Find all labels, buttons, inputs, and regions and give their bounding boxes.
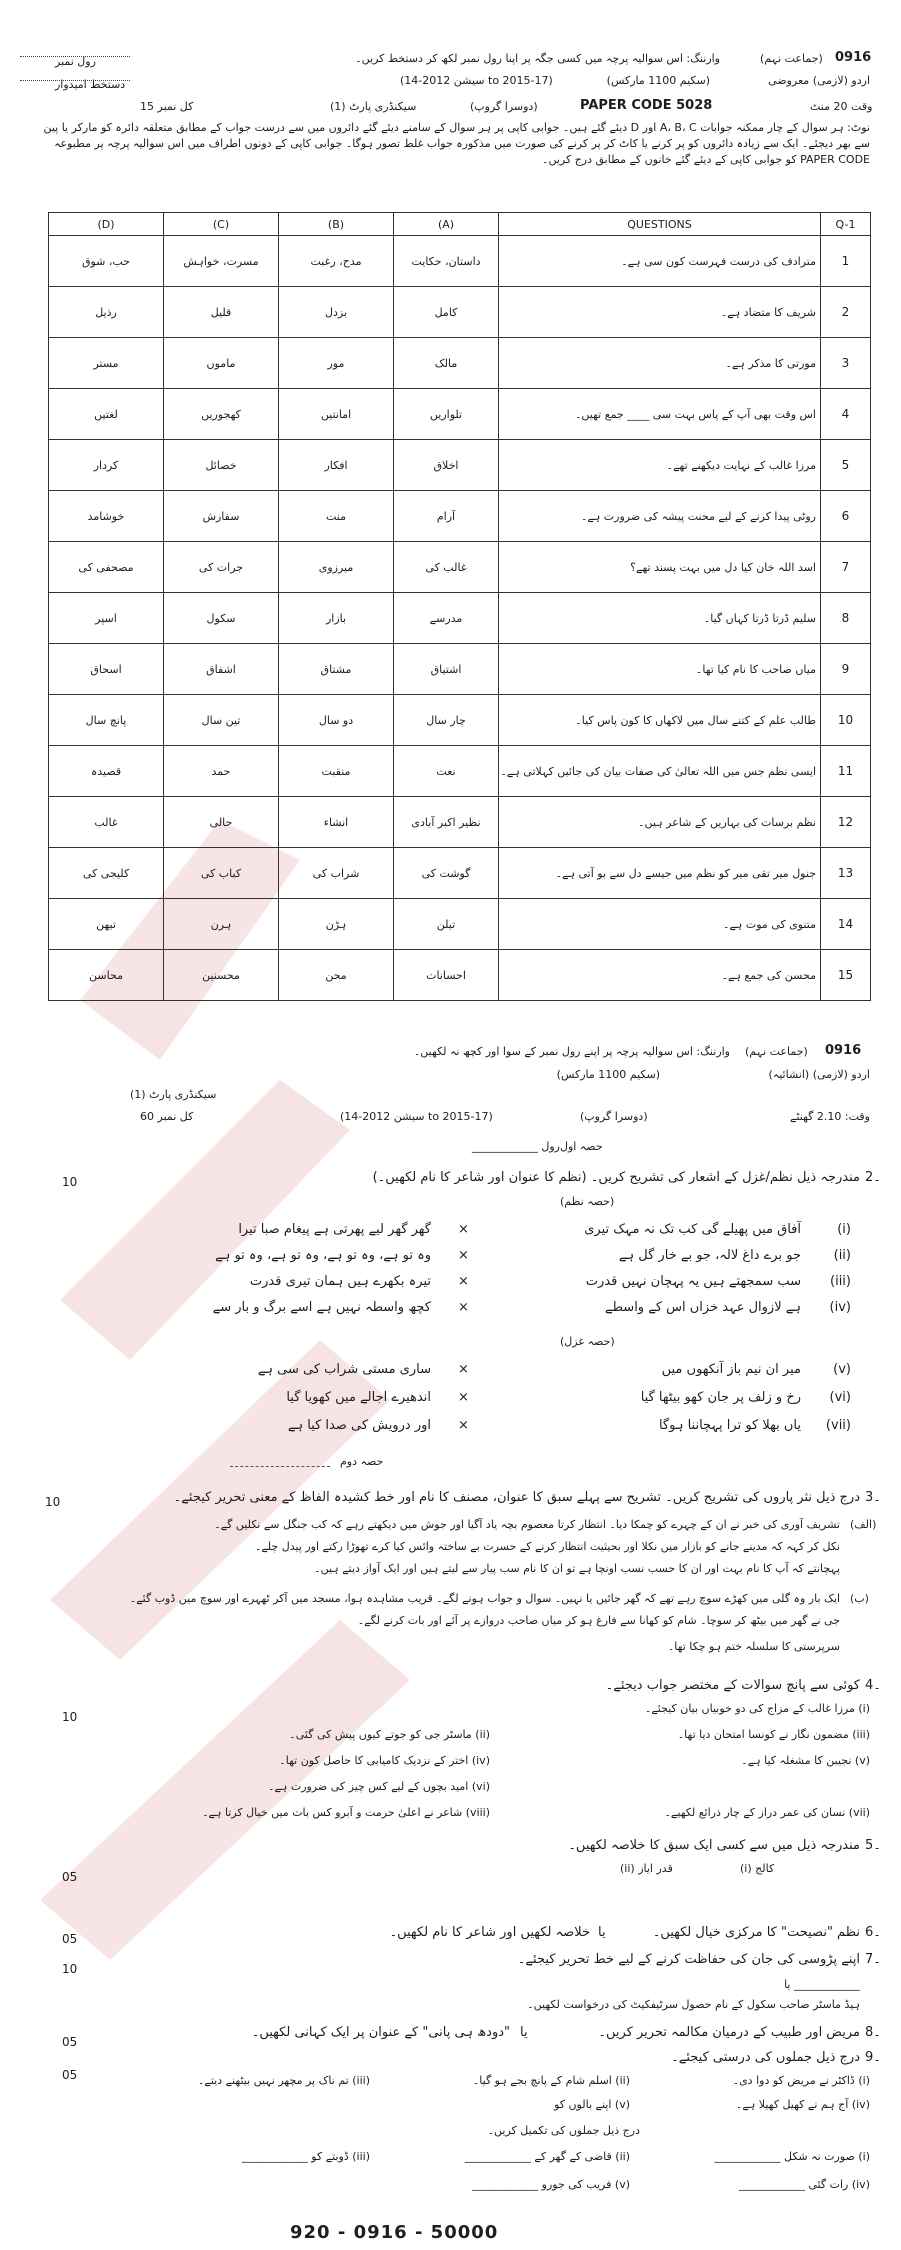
q3-b-line: جی نے گھر میں بیٹھ کر سوچا۔ شام کو کھانا سے فارغ ہو کر میاں صاحب دروازے پر آئے اور بات کرنے لگے۔: [357, 1614, 840, 1627]
separator-x: ×: [458, 1418, 469, 1433]
couplet-number: (iii): [830, 1274, 851, 1289]
header-a: (A): [394, 213, 499, 236]
item-text: نسان کی عمر دراز کے چار ذرائع لکھیے۔: [664, 1806, 846, 1819]
q9-item: [380, 2098, 630, 2111]
item-text: اسلم شام کے پانچ بجے ہو گیا۔: [472, 2074, 612, 2087]
item-number: (vii): [848, 1806, 870, 1819]
option-a: تیلن: [394, 899, 499, 950]
roll-number-label: رول نمبر: [55, 55, 96, 68]
q3-text: درج ذیل نثر پاروں کی تشریح کریں۔ تشریح سے پہلے سبق کا عنوان، مصنف کا نام اور خط کشیدہ الفاظ کے معنی تحریر کیجئے۔: [173, 1490, 860, 1505]
couplet-line-2: اندھیرے اجالے میں کھویا گیا: [286, 1390, 431, 1405]
q6-alt-text: خلاصہ لکھیں اور شاعر کا نام لکھیں۔: [389, 1925, 590, 1940]
question-number: 14: [821, 899, 871, 950]
instructions-note: نوٹ: ہر سوال کے چار ممکنہ جوابات A، B، C اور D دیئے گئے ہیں۔ جوابی کاپی پر ہر سوال کے سامنے دیئے گئے دائروں میں سے درست جواب کے مطابق متعلقہ دائرہ کو مارکر یا پین سے بھر دیجئے۔ ایک سے زیادہ دائروں کو پر کرنے یا کاٹ کر پر کرنے کی صورت میں مذکورہ جواب غلط تصور ہوگا۔ جوابی کاپی کے دونوں اطراف میں اس سوالیہ پرچہ پر مطبوعہ PAPER CODE کو جوابی کاپی کے دیئے گئے خانوں کے مطابق درج کریں۔: [43, 121, 870, 166]
option-b: محن: [279, 950, 394, 1001]
question-text: میاں صاحب کا نام کیا تھا۔: [499, 644, 821, 695]
q9-label: 9۔: [865, 2050, 881, 2065]
table-row: [49, 236, 871, 287]
option-a: آرام: [394, 491, 499, 542]
question-number: 12: [821, 797, 871, 848]
option-a: داستان، حکایت: [394, 236, 499, 287]
item-number: (iv): [851, 2178, 870, 2191]
item-number: (i): [858, 2074, 870, 2087]
question-text: اس وقت بھی آپ کے پاس بہت سی ____ جمع تھیں۔: [499, 389, 821, 440]
q6-text: نظم "نصیحت" کا مرکزی خیال لکھیں۔: [652, 1925, 860, 1940]
option-d: قصیدہ: [49, 746, 164, 797]
table-row: [49, 440, 871, 491]
question-number: 2: [821, 287, 871, 338]
q9-item: [110, 2074, 370, 2087]
footer-code: 920 - 0916 - 50000: [290, 2222, 499, 2243]
q4-item: [500, 1754, 870, 1767]
option-a: تلواریں: [394, 389, 499, 440]
option-c: تین سال: [164, 695, 279, 746]
item-number: (vi): [471, 1780, 490, 1793]
item-text: تم ناک پر مچھر نہیں بیٹھنے دیتے۔: [197, 2074, 349, 2087]
question-number: 7: [821, 542, 871, 593]
option-a: کامل: [394, 287, 499, 338]
section-divider: [230, 1466, 330, 1467]
couplet-line-1: جو برے داغ لالہ، جو بے خار گل ہے: [618, 1248, 801, 1263]
option-d: کلیجی کی: [49, 848, 164, 899]
q4-item: [500, 1702, 870, 1715]
item-number: (i): [858, 2150, 870, 2163]
q5-marks: 05: [62, 1870, 78, 1884]
option-a: مدرسے: [394, 593, 499, 644]
couplet-line-2: کچھ واسطہ نہیں ہے اسے برگ و بار سے: [212, 1300, 431, 1315]
separator-x: ×: [458, 1274, 469, 1289]
couplet-number: (ii): [833, 1248, 851, 1263]
option-c: قلیل: [164, 287, 279, 338]
q2-text: مندرجہ ذیل نظم/غزل کے اشعار کی تشریح کریں۔ (نظم کا عنوان اور شاعر کا نام لکھیں۔): [372, 1170, 860, 1185]
question-number: 11: [821, 746, 871, 797]
option-a: نظیر اکبر آبادی: [394, 797, 499, 848]
table-row: [49, 746, 871, 797]
option-c: حالی: [164, 797, 279, 848]
couplet-line-1: آفاق میں پھیلے گی کب تک نہ مہک تیری: [584, 1222, 801, 1237]
separator-x: ×: [458, 1362, 469, 1377]
q4-item: [130, 1806, 490, 1819]
couplet-line-1: سب سمجھتے ہیں یہ پہچان نہیں قدرت: [585, 1274, 801, 1289]
q9-fill: [380, 2150, 630, 2163]
option-b: انشاء: [279, 797, 394, 848]
item-number: (i): [858, 1702, 870, 1715]
q9-item: [640, 2098, 870, 2111]
scheme-label: (سکیم 1100 مارکس): [606, 74, 710, 87]
option-c: سفارش: [164, 491, 279, 542]
option-b: مدح، رغبت: [279, 236, 394, 287]
question-text: سلیم ڈرتا ڈرتا کہاں گیا۔: [499, 593, 821, 644]
header-questions: QUESTIONS: [499, 213, 821, 236]
q2-label: 2۔: [865, 1170, 881, 1185]
q7-label: 7۔: [865, 1952, 881, 1967]
couplet-line-2: ساری مستی شراب کی سی ہے: [257, 1362, 431, 1377]
table-row: [49, 542, 871, 593]
question-number: 15: [821, 950, 871, 1001]
part2-scheme: (سکیم 1100 مارکس): [556, 1068, 660, 1081]
q8-label: 8۔: [865, 2025, 881, 2040]
item-text: رات گئی ____________: [738, 2178, 849, 2191]
q5-text: مندرجہ ذیل میں سے کسی ایک سبق کا خلاصہ لکھیں۔: [568, 1838, 860, 1853]
couplet-line-2: اور درویش کی صدا کیا ہے: [287, 1418, 431, 1433]
q3-label: 3۔: [865, 1490, 881, 1505]
item-text: صورت نہ شکل ____________: [714, 2150, 855, 2163]
table-row: [49, 338, 871, 389]
q3-a-line: تشریف آوری کی خبر نے ان کے چہرے کو چمکا دیا۔ انتظار کرتا معصوم بچہ یاد آگیا اور جوش میں دیکھتے رہے کہ کب جنگل سے نکلیں گے۔: [214, 1518, 840, 1531]
option-c: کھجوریں: [164, 389, 279, 440]
option-b: منت: [279, 491, 394, 542]
option-a: مالک: [394, 338, 499, 389]
item-text: فریب کی جورو ____________: [472, 2178, 612, 2191]
item-text: آج ہم نے کھیل کھیلا ہے۔: [735, 2098, 849, 2111]
part2-session: (سیشن 2012-14 to 2015-17): [340, 1110, 493, 1123]
q3-b-label: (ب): [850, 1592, 869, 1605]
table-row: [49, 797, 871, 848]
option-b: منقبت: [279, 746, 394, 797]
question-text: مرزا غالب کے نہایت دیکھنے تھے۔: [499, 440, 821, 491]
q4-item: [500, 1806, 870, 1819]
couplet-number: (vii): [825, 1418, 851, 1433]
item-number: (ii): [615, 2074, 630, 2087]
couplet-line-1: میر ان نیم باز آنکھوں میں: [661, 1362, 801, 1377]
q5-option-1: (i) کالج: [740, 1862, 775, 1875]
item-text: نجیبن کا مشغلہ کیا ہے۔: [741, 1754, 852, 1767]
option-b: بزدل: [279, 287, 394, 338]
option-c: کباب کی: [164, 848, 279, 899]
mcq-header-row: [49, 213, 871, 236]
option-c: محسنین: [164, 950, 279, 1001]
q3-a-line: پہچانتے کہ آپ کا نام بہت اور ان کا حسب نسب اونچا ہے تو ان کا نام سب پیار سے لیتے ہیں اور ایک آواز دیتے ہیں۔: [314, 1562, 840, 1575]
q8-or: یا: [520, 2025, 528, 2040]
question-text: جنول میر تقی میر کو نظم میں جیسے دل سے بو آتی ہے۔: [499, 848, 821, 899]
option-a: اشتیاق: [394, 644, 499, 695]
header-q1: Q-1: [821, 213, 871, 236]
table-row: [49, 899, 871, 950]
table-row: [49, 695, 871, 746]
option-d: لغتیں: [49, 389, 164, 440]
q4-label: 4۔: [865, 1678, 881, 1693]
option-a: چار سال: [394, 695, 499, 746]
part2-time: وقت: 2.10 گھنٹے: [790, 1110, 870, 1123]
option-b: میرزوی: [279, 542, 394, 593]
item-number: (v): [614, 2098, 630, 2111]
question-text: مترادف کی درست فہرست کون سی ہے۔: [499, 236, 821, 287]
couplet-line-1: یاں بھلا کو ترا پہچاننا ہوگا: [658, 1418, 801, 1433]
item-text: امید بچوں کے لیے کس چیز کی ضرورت ہے۔: [268, 1780, 469, 1793]
q4-item: [130, 1728, 490, 1741]
couplet-number: (iv): [829, 1300, 851, 1315]
q7-alt-text: ہیڈ ماسٹر صاحب سکول کے نام حصول سرٹیفکیٹ کی درخواست لکھیں۔: [527, 1998, 860, 2011]
q9-fill: [380, 2178, 630, 2191]
option-b: ہڑن: [279, 899, 394, 950]
question-text: نظم برسات کی بہاریں کے شاعر ہیں۔: [499, 797, 821, 848]
item-number: (iii): [352, 2074, 370, 2087]
nazm-heading: (حصہ نظم): [560, 1195, 615, 1208]
q8-text: مریض اور طبیب کے درمیان مکالمہ تحریر کریں۔: [598, 2025, 860, 2040]
item-number: (viii): [465, 1806, 490, 1819]
table-row: [49, 389, 871, 440]
question-number: 10: [821, 695, 871, 746]
table-row: [49, 950, 871, 1001]
ghazal-heading: (حصہ غزل): [560, 1335, 615, 1348]
question-text: طالب علم کے کتنے سال میں لاکھاں کا کون پاس کیا۔: [499, 695, 821, 746]
item-text: ماسٹر جی کو جوتے کیوں پیش کی گئی۔: [289, 1728, 472, 1741]
option-d: مصحفی کی: [49, 542, 164, 593]
option-c: مسرت، خواہش: [164, 236, 279, 287]
part2-subject: اردو (لازمی) (انشائیہ): [768, 1068, 870, 1081]
question-number: 6: [821, 491, 871, 542]
option-c: ہرن: [164, 899, 279, 950]
table-row: [49, 491, 871, 542]
item-text: اختر کے نزدیک کامیابی کا حاصل کون تھا۔: [279, 1754, 469, 1767]
q4-item: [130, 1754, 490, 1767]
separator-x: ×: [458, 1390, 469, 1405]
q6-or: یا: [598, 1925, 606, 1940]
option-a: گوشت کی: [394, 848, 499, 899]
q3-b-line: ایک بار وہ گلی میں کھڑے سوچ رہے تھے کہ گھر جائیں یا نہیں۔ سوال و جواب ہونے لگے۔ قریب مشاہدہ ہوا، مسجد میں آکر ٹھہرے اور سوچ میں ڈوب گئے۔: [129, 1592, 840, 1605]
couplet-number: (vi): [829, 1390, 851, 1405]
class-label: (جماعت نہم): [760, 52, 823, 65]
item-text: ڈاکٹر نے مریض کو دوا دی۔: [732, 2074, 855, 2087]
q7-text: اپنے پڑوسی کی جان کی حفاظت کرنے کے لیے خط تحریر کیجئے۔: [517, 1952, 860, 1967]
option-b: افکار: [279, 440, 394, 491]
q7-line: ____________ یا: [784, 1978, 860, 1991]
item-text: ڈوبتے کو ____________: [241, 2150, 349, 2163]
option-d: پانچ سال: [49, 695, 164, 746]
signature-line: [20, 80, 130, 81]
section-first: حصہ اول: [560, 1140, 603, 1153]
question-text: اسد اللہ خان کیا دل میں بہت پسند تھے؟: [499, 542, 821, 593]
q4-item: [130, 1780, 490, 1793]
part2-warning: وارننگ: اس سوالیہ پرچہ پر اپنے رول نمبر کے سوا اور کچھ نہ لکھیں۔: [413, 1045, 730, 1058]
question-number: 9: [821, 644, 871, 695]
candidate-signature-label: دستخط امیدوار: [55, 78, 126, 91]
option-c: اشفاق: [164, 644, 279, 695]
part2-group: (دوسرا گروپ): [580, 1110, 648, 1123]
q8-alt-text: "دودھ ہی پانی" کے عنوان پر ایک کہانی لکھیں۔: [251, 2025, 510, 2040]
roll-number-line: [20, 56, 130, 57]
item-number: (iii): [852, 1728, 870, 1741]
q2-marks: 10: [62, 1175, 78, 1189]
couplet-line-1: ہے لازوال عہد خزاں اس کے واسطے: [605, 1300, 801, 1315]
question-text: مورتی کا مذکر ہے۔: [499, 338, 821, 389]
option-b: مور: [279, 338, 394, 389]
option-d: رذیل: [49, 287, 164, 338]
q9-item: [380, 2074, 630, 2087]
question-number: 8: [821, 593, 871, 644]
group-label: (دوسرا گروپ): [470, 100, 538, 113]
couplet-line-1: رخ و زلف پر جان کھو بیٹھا گیا: [640, 1390, 801, 1405]
subject-label: اردو (لازمی) معروضی: [768, 74, 870, 87]
table-row: [49, 287, 871, 338]
q9-item: [640, 2074, 870, 2087]
item-number: (ii): [615, 2150, 630, 2163]
option-d: محاسن: [49, 950, 164, 1001]
option-d: اسحاق: [49, 644, 164, 695]
total-marks: کل نمبر 15: [140, 100, 194, 113]
couplet-number: (v): [833, 1362, 851, 1377]
option-c: جرات کی: [164, 542, 279, 593]
item-number: (iv): [471, 1754, 490, 1767]
option-b: امانتیں: [279, 389, 394, 440]
q8-marks: 05: [62, 2035, 78, 2049]
warning-text: وارننگ: اس سوالیہ پرچہ میں کسی جگہ پر اپنا رول نمبر لکھ کر دستخط کریں۔: [355, 52, 720, 65]
question-number: 4: [821, 389, 871, 440]
q3-marks: 10: [45, 1495, 61, 1509]
q5-option-2: (ii) قدر ایاز: [620, 1862, 673, 1875]
item-text: مضمون نگار نے کونسا امتحان دیا تھا۔: [677, 1728, 849, 1741]
table-row: [49, 644, 871, 695]
session-label: (سیشن 2012-14 to 2015-17): [400, 74, 553, 87]
time-label: وقت 20 منٹ: [810, 100, 873, 113]
q9-fill: [110, 2150, 370, 2163]
question-text: ایسی نظم جس میں اللہ تعالیٰ کی صفات بیان کی جائیں کہلاتی ہے۔: [499, 746, 821, 797]
item-number: (v): [614, 2178, 630, 2191]
option-c: حمد: [164, 746, 279, 797]
separator-x: ×: [458, 1222, 469, 1237]
question-number: 3: [821, 338, 871, 389]
couplet-line-2: تیرہ بکھرے ہیں ہمان تیری قدرت: [249, 1274, 431, 1289]
option-a: احسانات: [394, 950, 499, 1001]
option-d: تیھن: [49, 899, 164, 950]
part-label: سیکنڈری پارٹ (1): [330, 100, 417, 113]
part2-part: سیکنڈری پارٹ (1): [130, 1088, 217, 1101]
option-d: خوشامد: [49, 491, 164, 542]
option-b: مشتاق: [279, 644, 394, 695]
q7-marks: 10: [62, 1962, 78, 1976]
q3-b-line: سرپرستی کا سلسلہ ختم ہو چکا تھا۔: [667, 1640, 840, 1653]
separator-x: ×: [458, 1248, 469, 1263]
item-number: (ii): [475, 1728, 490, 1741]
question-number: 1: [821, 236, 871, 287]
part2-roll-line: رول ____________: [471, 1140, 560, 1153]
option-a: اخلاق: [394, 440, 499, 491]
header-d: (D): [49, 213, 164, 236]
q9-fill: [640, 2178, 870, 2191]
question-number: 13: [821, 848, 871, 899]
item-text: قاضی کے گھر کے ____________: [464, 2150, 612, 2163]
couplet-line-2: وہ تو ہے، وہ تو ہے، وہ تو ہے، وہ تو ہے: [215, 1248, 431, 1263]
item-text: مرزا غالب کے مزاج کی دو خوبیاں بیان کیجئے۔: [644, 1702, 855, 1715]
part2-class-label: (جماعت نہم): [745, 1045, 808, 1058]
q9-text: درج ذیل جملوں کی درستی کیجئے۔: [671, 2050, 860, 2065]
option-d: کردار: [49, 440, 164, 491]
part2-paper-number: 0916: [825, 1043, 862, 1058]
option-d: حب، شوق: [49, 236, 164, 287]
question-text: متنوی کی موت ہے۔: [499, 899, 821, 950]
couplet-line-2: گھر گھر لیے پھرتی ہے پیغام صبا تیرا: [238, 1222, 431, 1237]
q3-a-line: نکل کر کہہ کہ مدینے جانے کو بازار میں نکلا اور بحیثیت انتظار کرنے کے حسرت بے ساختہ وائس کیا کرے تھوڑا رکتے اور پیدل چلے۔: [254, 1540, 840, 1553]
couplet-number: (i): [837, 1222, 851, 1237]
q4-text: کوئی سے پانچ سوالات کے مختصر جواب دیجئے۔: [605, 1678, 860, 1693]
section-second: حصہ دوم: [340, 1455, 384, 1468]
table-row: [49, 593, 871, 644]
item-number: (iv): [851, 2098, 870, 2111]
option-d: اسپر: [49, 593, 164, 644]
part2-total-marks: کل نمبر 60: [140, 1110, 194, 1123]
item-text: شاعر نے اعلیٰ حرمت و آبرو کس بات میں خیال کرتا ہے۔: [202, 1806, 463, 1819]
question-number: 5: [821, 440, 871, 491]
option-d: غالب: [49, 797, 164, 848]
table-row: [49, 848, 871, 899]
item-number: (v): [854, 1754, 870, 1767]
option-c: ماموں: [164, 338, 279, 389]
question-text: محسن کی جمع ہے۔: [499, 950, 821, 1001]
question-text: روٹی پیدا کرنے کے لیے محنت پیشہ کی ضرورت ہے۔: [499, 491, 821, 542]
item-number: (iii): [352, 2150, 370, 2163]
paper-number: 0916: [835, 50, 872, 65]
option-a: نعت: [394, 746, 499, 797]
q4-item: [500, 1728, 870, 1741]
item-text: اپنے بالوں کو: [554, 2098, 612, 2111]
separator-x: ×: [458, 1300, 469, 1315]
header-c: (C): [164, 213, 279, 236]
header-b: (B): [279, 213, 394, 236]
q5-label: 5۔: [865, 1838, 881, 1853]
q9-sub-text: درج ذیل جملوں کی تکمیل کریں۔: [487, 2124, 640, 2137]
q9-fill: [640, 2150, 870, 2163]
option-b: بازار: [279, 593, 394, 644]
option-c: سکول: [164, 593, 279, 644]
q9-marks: 05: [62, 2068, 78, 2082]
q6-label: 6۔: [865, 1925, 881, 1940]
option-d: مستر: [49, 338, 164, 389]
mcq-table: [48, 212, 871, 1001]
paper-code: PAPER CODE 5028: [580, 98, 713, 113]
option-c: خصائل: [164, 440, 279, 491]
q3-a-label: (الف): [850, 1518, 877, 1531]
q4-marks: 10: [62, 1710, 78, 1724]
question-text: شریف کا متضاد ہے۔: [499, 287, 821, 338]
option-b: دو سال: [279, 695, 394, 746]
option-b: شراب کی: [279, 848, 394, 899]
q6-marks: 05: [62, 1932, 78, 1946]
option-a: غالب کی: [394, 542, 499, 593]
